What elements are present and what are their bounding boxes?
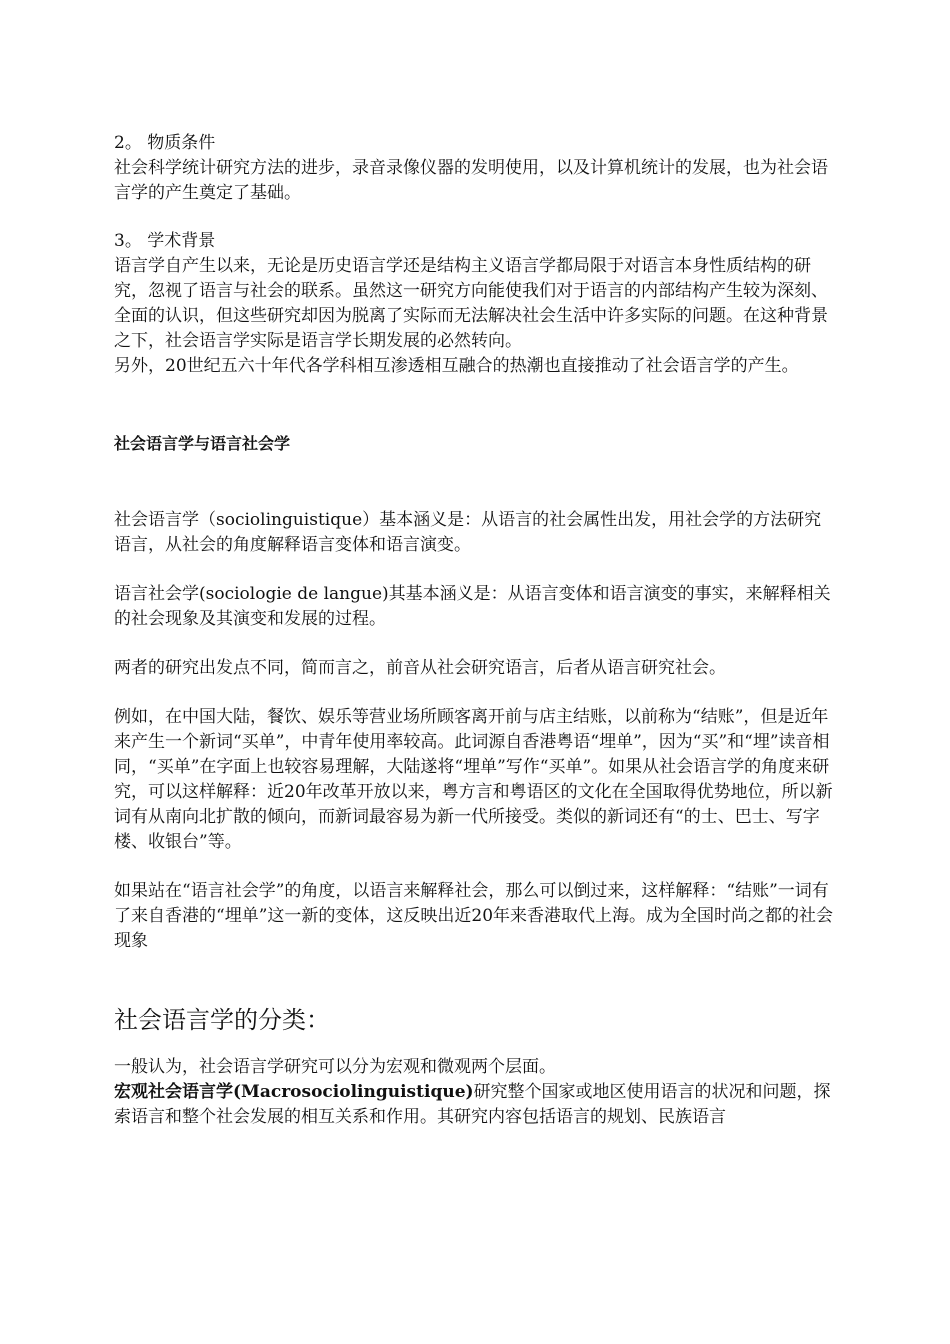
paragraph-academic: 语言学自产生以来，无论是历史语言学还是结构主义语言学都局限于对语言本身性质结构的研究，忽视了语言与社会的联系。虽然这一研究方向能使我们对于语言的内部结构产生较为深刻、全面的认识，但这些研究却因为脱离了实际而无法解决社会生活中许多实际的问题。在这种背景之下，社会语言学实际是语言学长期发展的必然转向。: [114, 256, 828, 351]
document-body: [114, 131, 838, 1130]
section-heading-material: 2。 物质条件: [114, 133, 216, 153]
paragraph-macro: [114, 1080, 838, 1130]
paragraph-sociology-of-language-definition: 语言社会学(sociologie de langue)其基本涵义是：从语言变体和语言演变的事实，来解释相关的社会现象及其演变和发展的过程。: [114, 584, 831, 629]
section-heading-academic: 3。 学术背景: [114, 231, 216, 251]
section-heading-comparison: 社会语言学与语言社会学: [114, 434, 291, 453]
paragraph-material: 社会科学统计研究方法的进步，录音录像仪器的发明使用，以及计算机统计的发展，也为社会语言学的产生奠定了基础。: [114, 158, 828, 203]
paragraph-academic-extra: 另外，20世纪五六十年代各学科相互渗透相互融合的热潮也直接推动了社会语言学的产生。: [114, 356, 799, 376]
paragraph-example: 例如，在中国大陆，餐饮、娱乐等营业场所顾客离开前与店主结账，以前称为“结账”，但是近年来产生一个新词“买单”，中青年使用率较高。此词源自香港粤语“埋单”，因为“买”和“埋”读音相同，“买单”在字面上也较容易理解，大陆遂将“埋单”写作“买单”。如果从社会语言学的角度来研究，可以这样解释：近20年改革开放以来，粤方言和粤语区的文化在全国取得优势地位，所以新词有从南向北扩散的倾向，而新词最容易为新一代所接受。类似的新词还有“的士、巴士、写字楼、收银台”等。: [114, 707, 833, 852]
paragraph-example-reverse: 如果站在“语言社会学”的角度，以语言来解释社会，那么可以倒过来，这样解释：“结账”一词有了来自香港的“埋单”这一新的变体，这反映出近20年来香港取代上海。成为全国时尚之都的社会现象: [114, 881, 834, 951]
macro-term: 宏观社会语言学(Macrosociolinguistique): [114, 1082, 474, 1102]
macro-body: 研究整个国家或地区使用语言的状况和问题，探索语言和整个社会发展的相互关系和作用。其研究内容包括语言的规划、民族语言: [114, 1082, 831, 1127]
paragraph-sociolinguistics-definition: 社会语言学（sociolinguistique）基本涵义是：从语言的社会属性出发，用社会学的方法研究语言，从社会的角度解释语言变体和语言演变。: [114, 510, 822, 555]
paragraph-difference: 两者的研究出发点不同，简而言之，前音从社会研究语言，后者从语言研究社会。: [114, 658, 726, 678]
paragraph-classification-intro: 一般认为，社会语言学研究可以分为宏观和微观两个层面。: [114, 1057, 556, 1077]
section-heading-classification: 社会语言学的分类：: [114, 1006, 330, 1034]
